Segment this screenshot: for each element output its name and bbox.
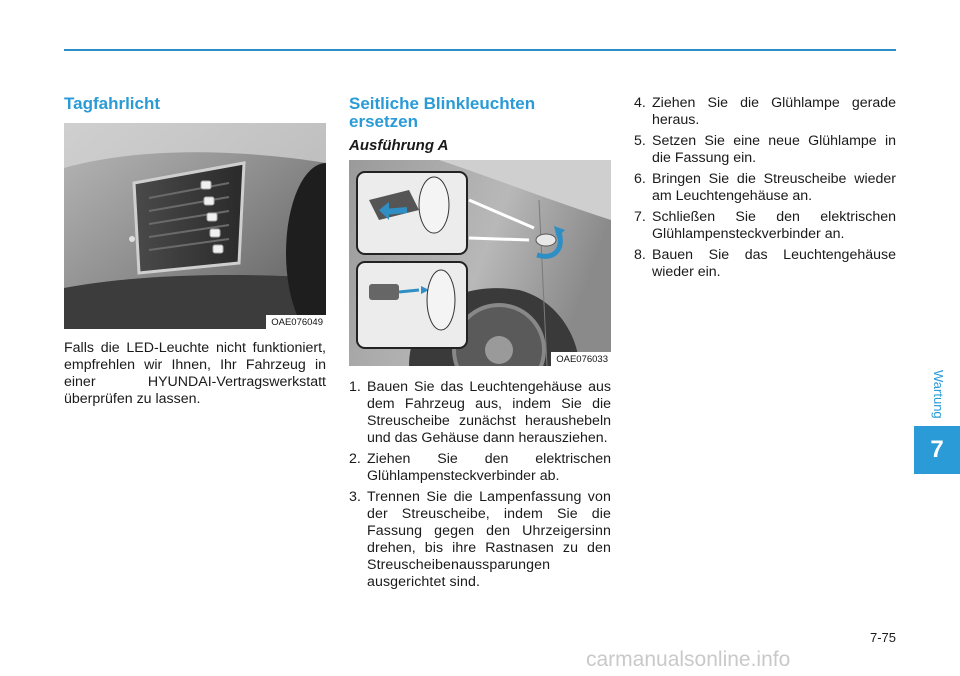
step-number: 5. bbox=[634, 133, 646, 149]
image-code-label: OAE076033 bbox=[551, 352, 611, 366]
heading-line-2: ersetzen bbox=[349, 112, 418, 131]
section-heading-daytime-light: Tagfahrlicht bbox=[64, 94, 161, 113]
step-number: 6. bbox=[634, 171, 646, 187]
image-code-label: OAE076049 bbox=[266, 315, 326, 329]
list-item bbox=[349, 451, 611, 485]
step-text: Bringen Sie die Streuscheibe wieder am Leuchtengehäuse an. bbox=[652, 171, 896, 204]
step-text: Setzen Sie eine neue Glühlampe in die Fassung ein. bbox=[652, 133, 896, 166]
chapter-number-tab: 7 bbox=[914, 426, 960, 474]
side-indicator-photo bbox=[349, 160, 611, 366]
bumper-illustration bbox=[64, 123, 326, 329]
step-number: 1. bbox=[349, 379, 361, 395]
step-text: Ziehen Sie die Glühlampe gerade heraus. bbox=[652, 95, 896, 128]
step-number: 4. bbox=[634, 95, 646, 111]
watermark: carmanualsonline.info bbox=[586, 648, 791, 671]
list-item bbox=[634, 247, 896, 281]
chapter-section-label: Wartung bbox=[931, 369, 946, 419]
page-number: 7-75 bbox=[869, 630, 896, 645]
step-text: Ziehen Sie den elektrischen Glühlampensteckverbinder ab. bbox=[367, 451, 611, 484]
step-text: Trennen Sie die Lampenfassung von der Streuscheibe, indem Sie die Fassung gegen den Uhrzeigersinn drehen, bis ihre Rastnasen zu den Streuscheibenaussparungen ausgerichtet sind. bbox=[367, 489, 611, 590]
step-number: 7. bbox=[634, 209, 646, 225]
steps-list-right bbox=[634, 95, 896, 285]
list-item bbox=[349, 379, 611, 447]
list-item bbox=[349, 489, 611, 591]
steps-list-middle bbox=[349, 379, 611, 595]
list-item bbox=[634, 209, 896, 243]
section-heading-side-indicators bbox=[349, 95, 611, 131]
list-item bbox=[634, 133, 896, 167]
step-number: 8. bbox=[634, 247, 646, 263]
list-item bbox=[634, 95, 896, 129]
step-number: 3. bbox=[349, 489, 362, 505]
list-item bbox=[634, 171, 896, 205]
step-text: Bauen Sie das Leuchtengehäuse aus dem Fahrzeug aus, indem Sie die Streuscheibe zunächst heraushebeln und das Gehäuse dann herausziehen. bbox=[367, 379, 611, 446]
variant-subheading: Ausführung A bbox=[349, 137, 449, 154]
top-rule bbox=[64, 49, 896, 51]
heading-line-1: Seitliche Blinkleuchten bbox=[349, 94, 536, 113]
side-indicator-illustration bbox=[349, 160, 611, 366]
step-text: Bauen Sie das Leuchtengehäuse wieder ein. bbox=[652, 247, 896, 280]
daytime-light-paragraph: Falls die LED-Leuchte nicht funktioniert, empfrehlen wir Ihnen, Ihr Fahrzeug in einer HYUNDAI-Vertragswerkstatt überprüfen zu lassen. bbox=[64, 340, 326, 407]
daytime-light-photo bbox=[64, 123, 326, 329]
step-number: 2. bbox=[349, 451, 361, 467]
step-text: Schließen Sie den elektrischen Glühlampensteckverbinder an. bbox=[652, 209, 896, 242]
